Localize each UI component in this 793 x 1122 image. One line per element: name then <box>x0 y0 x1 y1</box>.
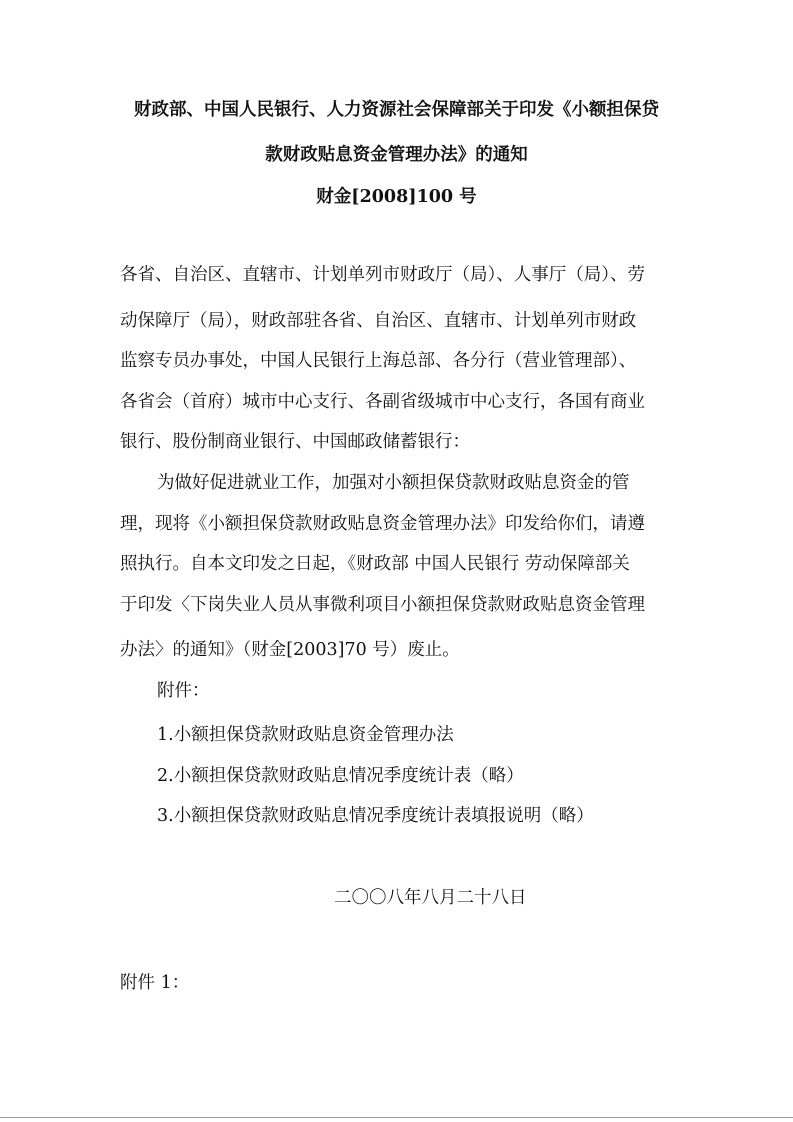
addressee-line: 银行、股份制商业银行、中国邮政储蓄银行： <box>120 432 470 452</box>
body-line: 办法〉的通知》（财金[2003]70 号）废止。 <box>120 640 460 660</box>
addressee-line: 各省、自治区、直辖市、计划单列市财政厅（局）、人事厅（局）、劳 <box>120 265 645 285</box>
appendix-label: 附件 1： <box>120 973 190 993</box>
addressee-line: 监察专员办事处，中国人民银行上海总部、各分行（营业管理部）、 <box>120 351 637 371</box>
page-bottom-divider <box>0 1117 793 1118</box>
body-line: 理，现将《小额担保贷款财政贴息资金管理办法》印发给你们，请遵 <box>120 514 645 534</box>
document-title-line-2: 款财政贴息资金管理办法》的通知 <box>265 145 528 165</box>
attachment-item: 1.小额担保贷款财政贴息资金管理办法 <box>157 725 454 745</box>
body-line: 照执行。自本文印发之日起，《财政部 中国人民银行 劳动保障部关 <box>120 554 630 574</box>
attachment-item: 3.小额担保贷款财政贴息情况季度统计表填报说明（略） <box>157 806 594 826</box>
body-line: 为做好促进就业工作，加强对小额担保贷款财政贴息资金的管 <box>157 473 630 493</box>
document-title-line-1: 财政部、中国人民银行、人力资源社会保障部关于印发《小额担保贷 <box>134 100 659 120</box>
attachments-label: 附件： <box>157 681 210 701</box>
issue-date: 二〇〇八年八月二十八日 <box>334 888 527 908</box>
addressee-line: 各省会（首府）城市中心支行、各副省级城市中心支行，各国有商业 <box>120 392 645 412</box>
body-line: 于印发〈下岗失业人员从事微利项目小额担保贷款财政贴息资金管理 <box>120 595 645 615</box>
document-number: 财金[2008]100 号 <box>316 187 477 207</box>
addressee-line: 动保障厅（局），财政部驻各省、自治区、直辖市、计划单列市财政 <box>120 311 637 331</box>
attachment-item: 2.小额担保贷款财政贴息情况季度统计表（略） <box>157 766 524 786</box>
